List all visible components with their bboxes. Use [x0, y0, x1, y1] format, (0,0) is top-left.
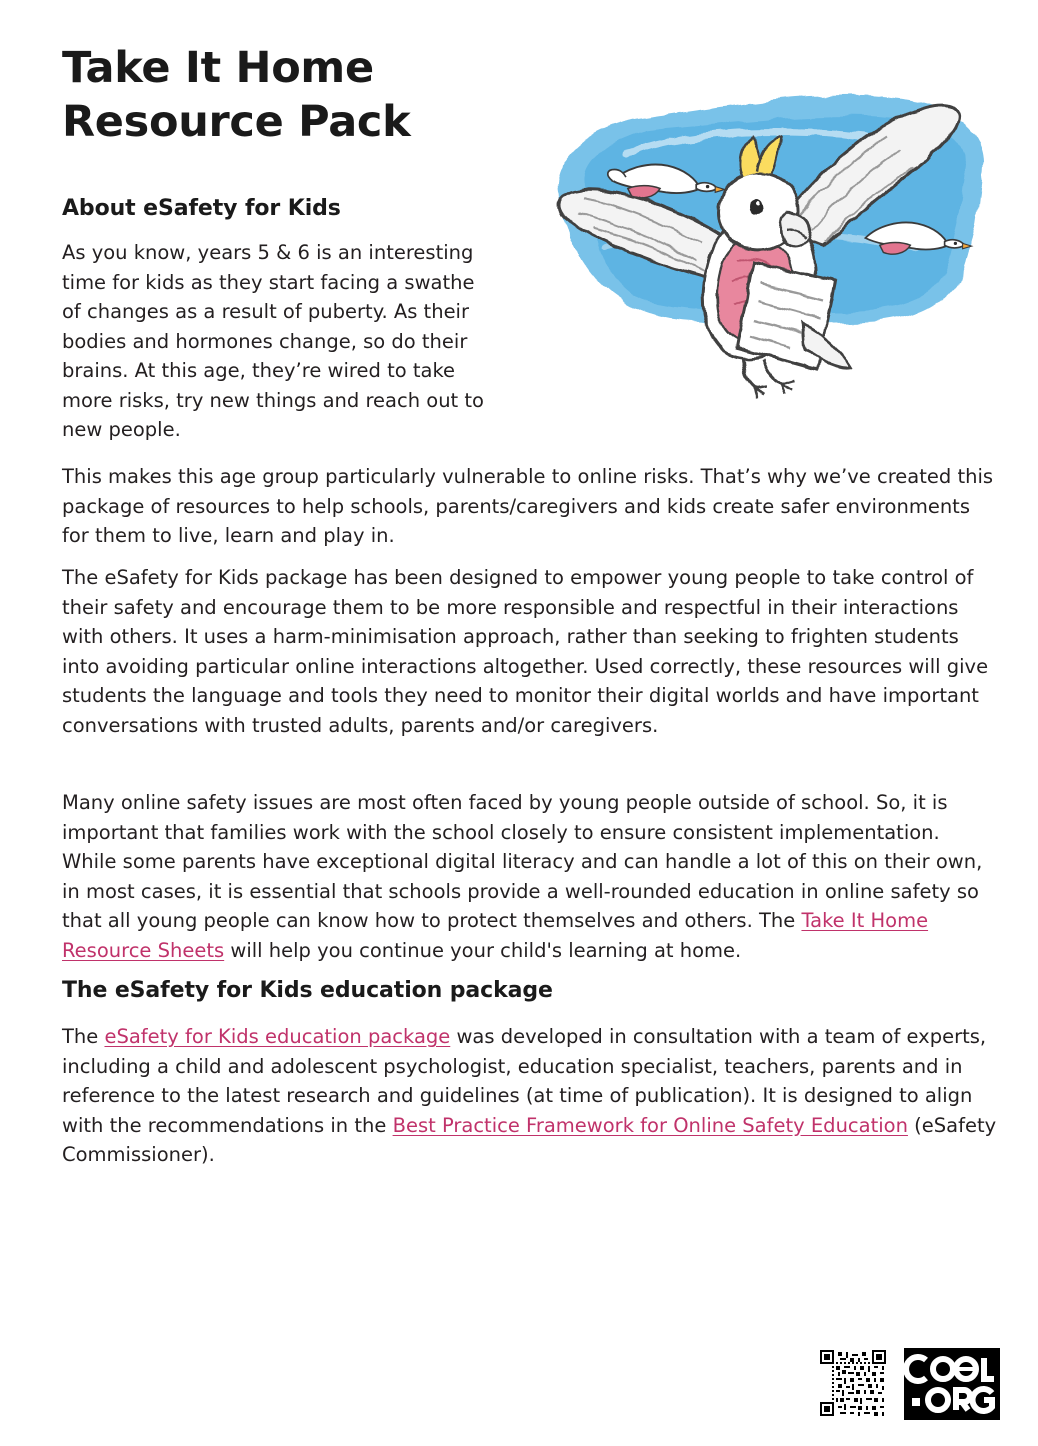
- page-title-line-2: Resource Pack: [62, 96, 411, 147]
- page-title: [62, 42, 522, 150]
- paragraph-five-text-2: was developed in consultation with a team of experts, including a child and adolescent psychologist, education specialist, teachers, parents and in reference to the latest research and guidelines (at time of publication). It is designed to align with the recommendations in the: [62, 1025, 987, 1137]
- paragraph-five: [62, 1022, 1000, 1170]
- footer: [820, 1348, 1000, 1420]
- link-esafety-education-package[interactable]: eSafety for Kids education package: [104, 1025, 451, 1048]
- paragraph-four-text-after: will help you continue your child's learning at home.: [224, 938, 742, 962]
- paragraph-four-text-before: Many online safety issues are most often faced by young people outside of school. So, it is important that families work with the school closely to ensure consistent implementation. While some parents have exceptional digital literacy and can handle a lot of this on their own, in most cases, it is essential that schools provide a well-rounded education in online safety so that all young people can know how to protect themselves and others. The: [62, 791, 983, 932]
- link-take-it-home-resource-sheets[interactable]: Take It Home Resource Sheets: [62, 909, 929, 962]
- link-best-practice-framework[interactable]: Best Practice Framework for Online Safety Education: [392, 1113, 908, 1137]
- paragraph-intro: As you know, years 5 & 6 is an interesting time for kids as they start facing a swathe of changes as a result of puberty. As their bodies and hormones change, so do their brains. At this age, they’re wired to take more risks, try new things and reach out to new people.: [62, 241, 484, 441]
- cockatoo-illustration: [505, 70, 1005, 415]
- heading-education-package: The eSafety for Kids education package: [62, 978, 553, 1003]
- qr-code[interactable]: [820, 1350, 886, 1416]
- cool-org-logo: [904, 1348, 1000, 1420]
- page-title-line-1: Take It Home: [62, 43, 374, 93]
- heading-about-esafety: About eSafety for Kids: [62, 196, 341, 221]
- paragraph-two: This makes this age group particularly vulnerable to online risks. That’s why we’ve created this package of resources to help schools, parents/caregivers and kids create safer environments for them to live, learn and play in.: [62, 465, 994, 547]
- paragraph-three: The eSafety for Kids package has been designed to empower young people to take control of their safety and encourage them to be more responsible and respectful in their interactions with others. It uses a harm-minimisation approach, rather than seeking to frighten students into avoiding particular online interactions altogether. Used correctly, these resources will give students the language and tools they need to monitor their digital worlds and have important conversations with trusted adults, parents and/or caregivers.: [62, 566, 989, 737]
- paragraph-four: [62, 788, 1000, 965]
- paragraph-five-text-3: (eSafety Commissioner).: [62, 1113, 997, 1166]
- paragraph-five-text-1: The: [62, 1025, 105, 1048]
